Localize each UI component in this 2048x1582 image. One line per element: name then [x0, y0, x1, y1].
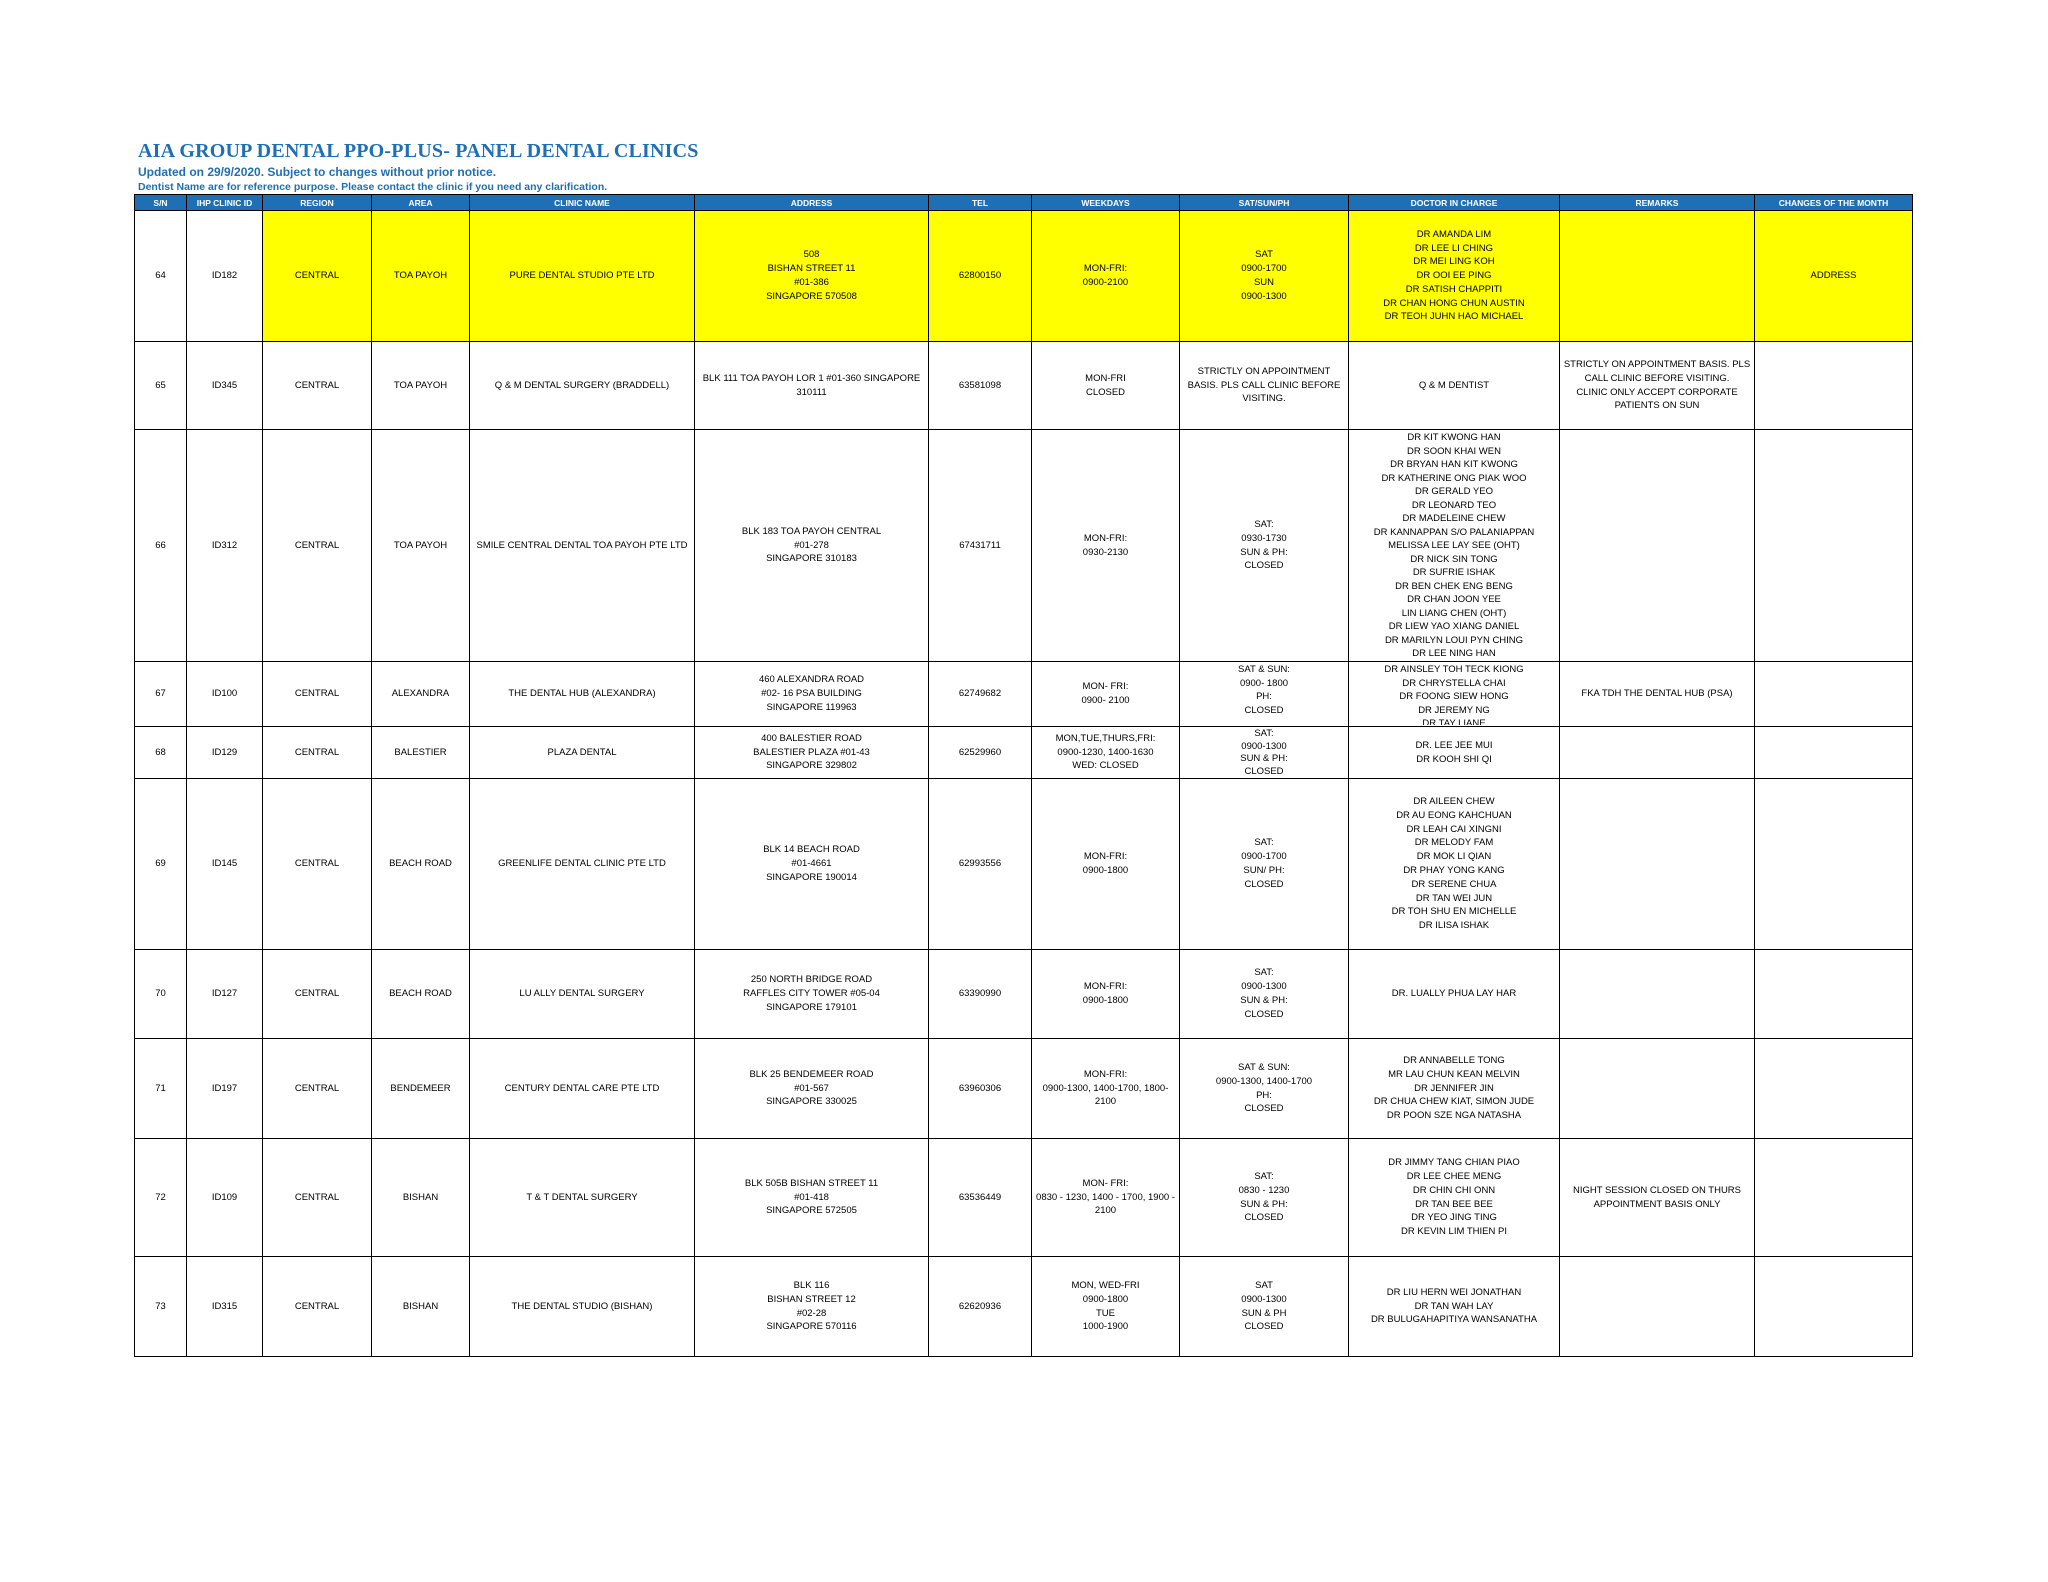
- cell-area: BISHAN: [372, 1139, 470, 1257]
- cell-weekend: [1180, 727, 1349, 779]
- cell-area: BENDEMEER: [372, 1039, 470, 1139]
- cell-changes: [1755, 1139, 1913, 1257]
- cell-weekend: [1180, 662, 1349, 727]
- cell-clinic-name: LU ALLY DENTAL SURGERY: [470, 950, 695, 1039]
- cell-tel: 62800150: [929, 211, 1032, 342]
- cell-region: CENTRAL: [263, 727, 372, 779]
- cell-region: CENTRAL: [263, 211, 372, 342]
- cell-region: CENTRAL: [263, 1139, 372, 1257]
- cell-changes: [1755, 950, 1913, 1039]
- cell-changes: [1755, 727, 1913, 779]
- cell-area: ALEXANDRA: [372, 662, 470, 727]
- table-row: [135, 1039, 1913, 1139]
- cell-tel: 62993556: [929, 779, 1032, 950]
- cell-clinic-id: ID345: [187, 342, 263, 430]
- cell-sn: 69: [135, 779, 187, 950]
- cell-tel: 63390990: [929, 950, 1032, 1039]
- cell-remarks: [1560, 950, 1755, 1039]
- cell-clinic-name: T & T DENTAL SURGERY: [470, 1139, 695, 1257]
- cell-sn: 64: [135, 211, 187, 342]
- cell-weekdays: MON-FRI: 0900-2100: [1032, 211, 1180, 342]
- header-changes: CHANGES OF THE MONTH: [1755, 195, 1913, 211]
- cell-changes: [1755, 1257, 1913, 1357]
- header-doctor: DOCTOR IN CHARGE: [1349, 195, 1560, 211]
- cell-remarks: [1560, 1257, 1755, 1357]
- cell-sn: 68: [135, 727, 187, 779]
- cell-weekend: SAT: 0900-1700 SUN/ PH: CLOSED: [1180, 779, 1349, 950]
- cell-tel: 62529960: [929, 727, 1032, 779]
- doctor-list: DR AINSLEY TOH TECK KIONG DR CHRYSTELLA CHAI DR FOONG SIEW HONG DR JEREMY NG DR TAY LIANE: [1384, 664, 1524, 725]
- cell-weekend: SAT: 0930-1730 SUN & PH: CLOSED: [1180, 430, 1349, 662]
- header-clinic-name: CLINIC NAME: [470, 195, 695, 211]
- cell-changes: [1755, 430, 1913, 662]
- cell-tel: 67431711: [929, 430, 1032, 662]
- cell-sn: 70: [135, 950, 187, 1039]
- cell-area: BEACH ROAD: [372, 950, 470, 1039]
- header-weekdays: WEEKDAYS: [1032, 195, 1180, 211]
- table-row: [135, 779, 1913, 950]
- cell-clinic-name: PLAZA DENTAL: [470, 727, 695, 779]
- document-title: AIA GROUP DENTAL PPO-PLUS- PANEL DENTAL CLINICS: [138, 140, 699, 162]
- cell-tel: 62620936: [929, 1257, 1032, 1357]
- cell-tel: 62749682: [929, 662, 1032, 727]
- cell-address: BLK 183 TOA PAYOH CENTRAL #01-278 SINGAPORE 310183: [695, 430, 929, 662]
- cell-clinic-name: THE DENTAL STUDIO (BISHAN): [470, 1257, 695, 1357]
- header-remarks: REMARKS: [1560, 195, 1755, 211]
- disclaimer-note: Dentist Name are for reference purpose. Please contact the clinic if you need any clarification.: [138, 181, 608, 193]
- cell-address: BLK 116 BISHAN STREET 12 #02-28 SINGAPORE 570116: [695, 1257, 929, 1357]
- cell-clinic-name: Q & M DENTAL SURGERY (BRADDELL): [470, 342, 695, 430]
- cell-weekdays: MON- FRI: 0900- 2100: [1032, 662, 1180, 727]
- cell-clinic-id: ID145: [187, 779, 263, 950]
- cell-doctors: DR AILEEN CHEW DR AU EONG KAHCHUAN DR LEAH CAI XINGNI DR MELODY FAM DR MOK LI QIAN DR PHAY YONG KANG DR SERENE CHUA DR TAN WEI JUN DR TOH SHU EN MICHELLE DR ILISA ISHAK: [1349, 779, 1560, 950]
- cell-weekend: SAT 0900-1300 SUN & PH CLOSED: [1180, 1257, 1349, 1357]
- header-tel: TEL: [929, 195, 1032, 211]
- table-row: [135, 1257, 1913, 1357]
- cell-area: BISHAN: [372, 1257, 470, 1357]
- cell-clinic-id: ID109: [187, 1139, 263, 1257]
- cell-changes: [1755, 662, 1913, 727]
- cell-address: BLK 25 BENDEMEER ROAD #01-567 SINGAPORE 330025: [695, 1039, 929, 1139]
- cell-remarks: [1560, 430, 1755, 662]
- cell-weekdays: MON,TUE,THURS,FRI: 0900-1230, 1400-1630 WED: CLOSED: [1032, 727, 1180, 779]
- table-row: [135, 342, 1913, 430]
- cell-weekdays: MON- FRI: 0830 - 1230, 1400 - 1700, 1900 - 2100: [1032, 1139, 1180, 1257]
- cell-remarks: [1560, 779, 1755, 950]
- cell-clinic-name: SMILE CENTRAL DENTAL TOA PAYOH PTE LTD: [470, 430, 695, 662]
- cell-address: 400 BALESTIER ROAD BALESTIER PLAZA #01-43 SINGAPORE 329802: [695, 727, 929, 779]
- cell-area: TOA PAYOH: [372, 342, 470, 430]
- cell-tel: 63536449: [929, 1139, 1032, 1257]
- cell-clinic-name: CENTURY DENTAL CARE PTE LTD: [470, 1039, 695, 1139]
- cell-remarks: [1560, 211, 1755, 342]
- cell-tel: 63960306: [929, 1039, 1032, 1139]
- cell-region: CENTRAL: [263, 430, 372, 662]
- cell-doctors: DR AMANDA LIM DR LEE LI CHING DR MEI LING KOH DR OOI EE PING DR SATISH CHAPPITI DR CHAN HONG CHUN AUSTIN DR TEOH JUHN HAO MICHAEL: [1349, 211, 1560, 342]
- header-clinic-id: IHP CLINIC ID: [187, 195, 263, 211]
- cell-clinic-name: PURE DENTAL STUDIO PTE LTD: [470, 211, 695, 342]
- cell-clinic-id: ID182: [187, 211, 263, 342]
- cell-region: CENTRAL: [263, 1039, 372, 1139]
- cell-doctors: [1349, 430, 1560, 662]
- cell-remarks: [1560, 727, 1755, 779]
- doctor-list: DR KIT KWONG HAN DR SOON KHAI WEN DR BRYAN HAN KIT KWONG DR KATHERINE ONG PIAK WOO DR GERALD YEO DR LEONARD TEO DR MADELEINE CHEW DR KANNAPPAN S/O PALANIAPPAN MELISSA LEE LAY SEE (OHT) DR NICK SIN TONG DR SUFRIE ISHAK DR BEN CHEK ENG BENG DR CHAN JOON YEE LIN LIANG CHEN (OHT) DR LIEW YAO XIANG DANIEL DR MARILYN LOUI PYN CHING DR LEE NING HAN: [1373, 432, 1535, 659]
- cell-region: CENTRAL: [263, 662, 372, 727]
- cell-weekend: SAT: 0900-1300 SUN & PH: CLOSED: [1180, 950, 1349, 1039]
- cell-sn: 65: [135, 342, 187, 430]
- cell-changes: [1755, 1039, 1913, 1139]
- cell-clinic-id: ID100: [187, 662, 263, 727]
- table-row: [135, 662, 1913, 727]
- cell-area: BEACH ROAD: [372, 779, 470, 950]
- cell-weekend: SAT & SUN: 0900-1300, 1400-1700 PH: CLOSED: [1180, 1039, 1349, 1139]
- cell-weekdays: MON-FRI: 0930-2130: [1032, 430, 1180, 662]
- cell-clinic-id: ID197: [187, 1039, 263, 1139]
- clinic-table: [134, 194, 1913, 1357]
- table-header-row: [135, 195, 1913, 211]
- cell-address: 250 NORTH BRIDGE ROAD RAFFLES CITY TOWER #05-04 SINGAPORE 179101: [695, 950, 929, 1039]
- cell-changes: ADDRESS: [1755, 211, 1913, 342]
- cell-sn: 66: [135, 430, 187, 662]
- cell-clinic-id: ID129: [187, 727, 263, 779]
- cell-changes: [1755, 779, 1913, 950]
- cell-remarks: FKA TDH THE DENTAL HUB (PSA): [1560, 662, 1755, 727]
- cell-changes: [1755, 342, 1913, 430]
- header-region: REGION: [263, 195, 372, 211]
- cell-address: 508 BISHAN STREET 11 #01-386 SINGAPORE 570508: [695, 211, 929, 342]
- cell-weekdays: MON, WED-FRI 0900-1800 TUE 1000-1900: [1032, 1257, 1180, 1357]
- table-row: [135, 727, 1913, 779]
- cell-tel: 63581098: [929, 342, 1032, 430]
- cell-region: CENTRAL: [263, 1257, 372, 1357]
- table-row: [135, 1139, 1913, 1257]
- cell-clinic-id: ID127: [187, 950, 263, 1039]
- cell-doctors: [1349, 662, 1560, 727]
- header-sn: S/N: [135, 195, 187, 211]
- cell-doctors: DR. LUALLY PHUA LAY HAR: [1349, 950, 1560, 1039]
- cell-region: CENTRAL: [263, 950, 372, 1039]
- cell-doctors: DR JIMMY TANG CHIAN PIAO DR LEE CHEE MENG DR CHIN CHI ONN DR TAN BEE BEE DR YEO JING TING DR KEVIN LIM THIEN PI: [1349, 1139, 1560, 1257]
- cell-weekdays: MON-FRI: 0900-1800: [1032, 779, 1180, 950]
- cell-sn: 71: [135, 1039, 187, 1139]
- cell-weekdays: MON-FRI: 0900-1800: [1032, 950, 1180, 1039]
- table-row: [135, 950, 1913, 1039]
- table-row: [135, 211, 1913, 342]
- cell-sn: 73: [135, 1257, 187, 1357]
- cell-sn: 67: [135, 662, 187, 727]
- cell-address: 460 ALEXANDRA ROAD #02- 16 PSA BUILDING SINGAPORE 119963: [695, 662, 929, 727]
- cell-remarks: [1560, 1039, 1755, 1139]
- cell-clinic-id: ID315: [187, 1257, 263, 1357]
- cell-doctors: DR ANNABELLE TONG MR LAU CHUN KEAN MELVIN DR JENNIFER JIN DR CHUA CHEW KIAT, SIMON JUDE DR POON SZE NGA NATASHA: [1349, 1039, 1560, 1139]
- update-notice: Updated on 29/9/2020. Subject to changes without prior notice.: [138, 165, 497, 179]
- cell-address: BLK 505B BISHAN STREET 11 #01-418 SINGAPORE 572505: [695, 1139, 929, 1257]
- table-row: [135, 430, 1913, 662]
- cell-clinic-name: GREENLIFE DENTAL CLINIC PTE LTD: [470, 779, 695, 950]
- cell-area: TOA PAYOH: [372, 211, 470, 342]
- header-weekend: SAT/SUN/PH: [1180, 195, 1349, 211]
- cell-doctors: Q & M DENTIST: [1349, 342, 1560, 430]
- cell-clinic-id: ID312: [187, 430, 263, 662]
- cell-doctors: DR. LEE JEE MUI DR KOOH SHI QI: [1349, 727, 1560, 779]
- cell-address: BLK 14 BEACH ROAD #01-4661 SINGAPORE 190014: [695, 779, 929, 950]
- cell-weekdays: MON-FRI: 0900-1300, 1400-1700, 1800- 2100: [1032, 1039, 1180, 1139]
- cell-weekend: STRICTLY ON APPOINTMENT BASIS. PLS CALL CLINIC BEFORE VISITING.: [1180, 342, 1349, 430]
- cell-sn: 72: [135, 1139, 187, 1257]
- weekend-hours: SAT & SUN: 0900- 1800 PH: CLOSED: [1238, 664, 1290, 716]
- cell-area: BALESTIER: [372, 727, 470, 779]
- cell-weekend: SAT: 0830 - 1230 SUN & PH: CLOSED: [1180, 1139, 1349, 1257]
- cell-region: CENTRAL: [263, 342, 372, 430]
- cell-weekdays: MON-FRI CLOSED: [1032, 342, 1180, 430]
- cell-remarks: NIGHT SESSION CLOSED ON THURS APPOINTMENT BASIS ONLY: [1560, 1139, 1755, 1257]
- weekend-hours: SAT: 0900-1300 SUN & PH: CLOSED: [1240, 728, 1288, 777]
- header-area: AREA: [372, 195, 470, 211]
- cell-region: CENTRAL: [263, 779, 372, 950]
- cell-clinic-name: THE DENTAL HUB (ALEXANDRA): [470, 662, 695, 727]
- cell-area: TOA PAYOH: [372, 430, 470, 662]
- cell-doctors: DR LIU HERN WEI JONATHAN DR TAN WAH LAY DR BULUGAHAPITIYA WANSANATHA: [1349, 1257, 1560, 1357]
- cell-remarks: STRICTLY ON APPOINTMENT BASIS. PLS CALL CLINIC BEFORE VISITING. CLINIC ONLY ACCEPT CORPORATE PATIENTS ON SUN: [1560, 342, 1755, 430]
- header-address: ADDRESS: [695, 195, 929, 211]
- cell-weekend: SAT 0900-1700 SUN 0900-1300: [1180, 211, 1349, 342]
- cell-address: BLK 111 TOA PAYOH LOR 1 #01-360 SINGAPORE 310111: [695, 342, 929, 430]
